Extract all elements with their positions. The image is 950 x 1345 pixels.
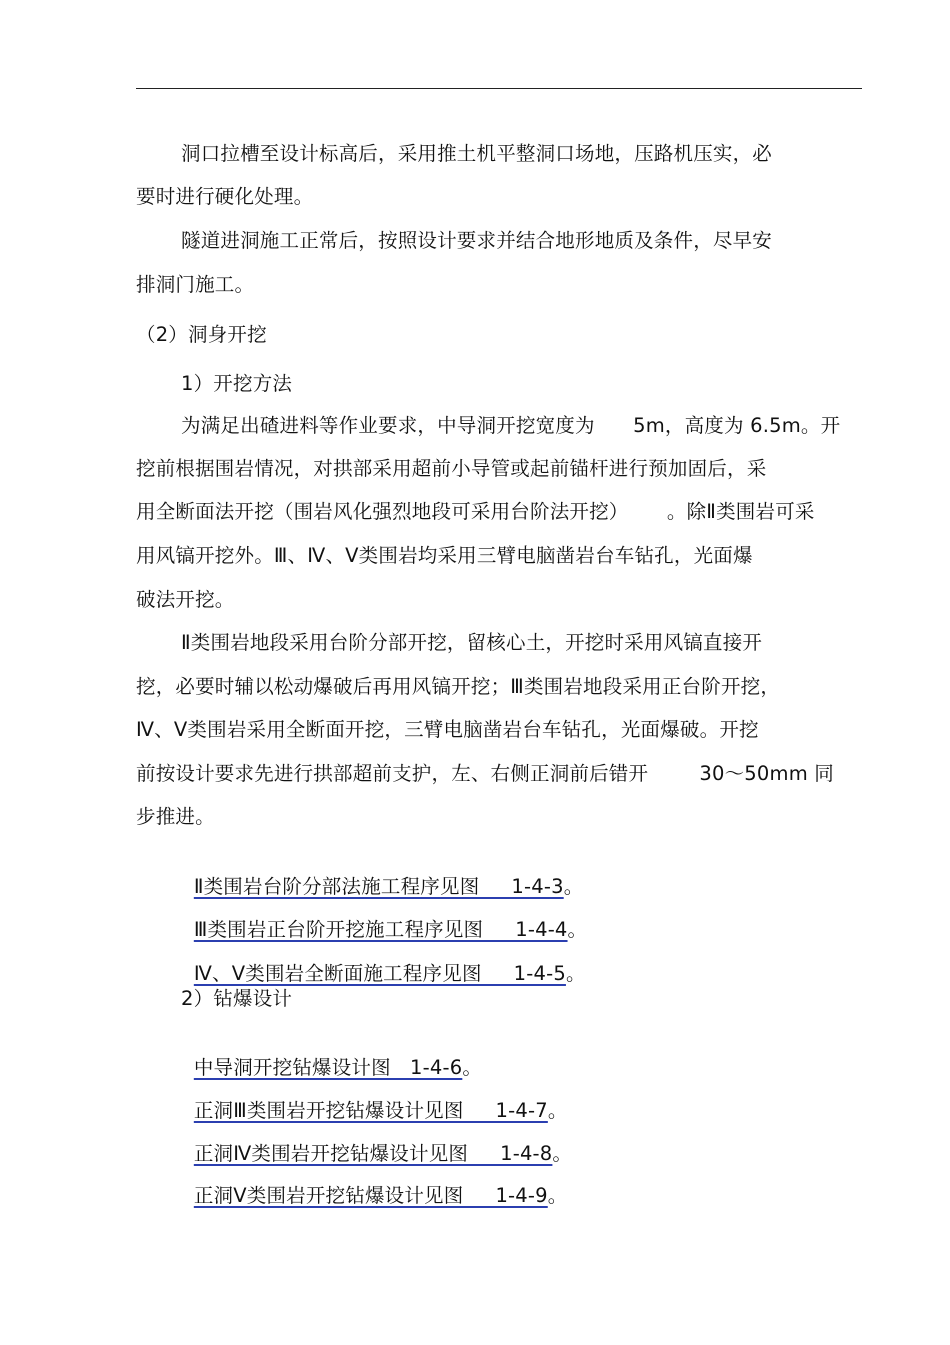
paragraph-3-line-5: 破法开挖。 — [136, 588, 235, 611]
period: 。 — [567, 918, 588, 941]
paragraph-4-line-5: 步推进。 — [136, 805, 215, 828]
figure-link-1-4-7[interactable]: 正洞Ⅲ类围岩开挖钻爆设计见图 1-4-7 — [193, 1099, 548, 1122]
period: 。 — [552, 1142, 573, 1165]
figure-reference-6 — [181, 1115, 573, 1165]
figure-reference-2 — [181, 891, 588, 941]
paragraph-3-line-1: 为满足出碴进料等作业要求，中导洞开挖宽度为 5m，高度为 6.5m。开 — [181, 414, 841, 437]
figure-reference-3 — [181, 935, 586, 985]
period: 。 — [547, 1184, 568, 1207]
paragraph-4-line-3: Ⅳ、Ⅴ类围岩采用全断面开挖，三臂电脑凿岩台车钻孔，光面爆破。开挖 — [136, 718, 759, 741]
paragraph-2-line-2: 排洞门施工。 — [136, 273, 255, 296]
figure-link-1-4-3[interactable]: Ⅱ类围岩台阶分部法施工程序见图 1-4-3 — [193, 875, 564, 898]
paragraph-4-line-2: 挖，必要时辅以松动爆破后再用风镐开挖；Ⅲ类围岩地段采用正台阶开挖， — [136, 675, 781, 698]
figure-link-1-4-6[interactable]: 中导洞开挖钻爆设计图 1-4-6 — [193, 1056, 463, 1079]
figure-reference-1 — [181, 848, 584, 898]
figure-link-1-4-5[interactable]: Ⅳ、Ⅴ类围岩全断面施工程序见图 1-4-5 — [193, 962, 566, 985]
figure-reference-4 — [181, 1029, 483, 1079]
period: 。 — [565, 962, 586, 985]
paragraph-3-line-3: 用全断面法开挖（围岩风化强烈地段可采用台阶法开挖） 。除Ⅱ类围岩可采 — [136, 500, 815, 523]
period: 。 — [563, 875, 584, 898]
paragraph-4-line-1: Ⅱ类围岩地段采用台阶分部开挖，留核心土，开挖时采用风镐直接开 — [181, 631, 763, 654]
figure-link-1-4-8[interactable]: 正洞Ⅳ类围岩开挖钻爆设计见图 1-4-8 — [193, 1142, 553, 1165]
period: 。 — [462, 1056, 483, 1079]
paragraph-2-line-1: 隧道进洞施工正常后，按照设计要求并结合地形地质及条件，尽早安 — [181, 229, 773, 252]
figure-reference-7 — [181, 1157, 568, 1207]
paragraph-4-line-4: 前按设计要求先进行拱部超前支护，左、右侧正洞前后错开 30～50mm 同 — [136, 762, 835, 785]
paragraph-3-line-2: 挖前根据围岩情况，对拱部采用超前小导管或起前锚杆进行预加固后，采 — [136, 457, 767, 480]
header-rule — [136, 88, 862, 89]
period: 。 — [547, 1099, 568, 1122]
paragraph-3-line-4: 用风镐开挖外。Ⅲ、Ⅳ、Ⅴ类围岩均采用三臂电脑凿岩台车钻孔，光面爆 — [136, 544, 753, 567]
figure-link-1-4-4[interactable]: Ⅲ类围岩正台阶开挖施工程序见图 1-4-4 — [193, 918, 568, 941]
figure-reference-5 — [181, 1072, 568, 1122]
paragraph-1-line-1: 洞口拉槽至设计标高后，采用推土机平整洞口场地，压路机压实，必 — [181, 142, 773, 165]
section-heading-excavation: （2）洞身开挖 — [136, 323, 267, 346]
subsection-heading-method: 1）开挖方法 — [181, 372, 293, 395]
paragraph-1-line-2: 要时进行硬化处理。 — [136, 185, 314, 208]
figure-link-1-4-9[interactable]: 正洞Ⅴ类围岩开挖钻爆设计见图 1-4-9 — [193, 1184, 548, 1207]
subsection-heading-blast-design: 2）钻爆设计 — [181, 987, 293, 1010]
